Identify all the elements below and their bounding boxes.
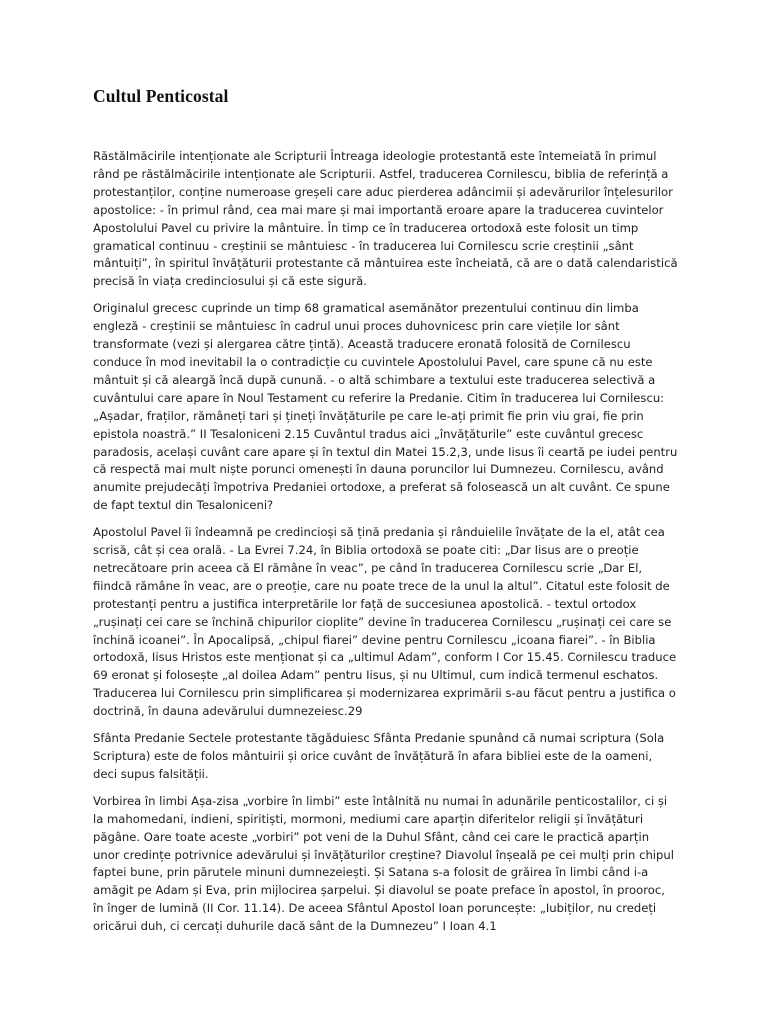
page-title: Cultul Penticostal bbox=[93, 86, 229, 106]
paragraph-rastalmaciri: Răstălmăcirile intenționate ale Scripturii Întreaga ideologie protestantă este întemeiată în primul rând pe răstălmăcirile intenționate ale Scripturii. Astfel, traducerea Cornilescu, biblia de referință a protestanților, conține numeroase greșeli care aduc pierderea adâncimii și adevărurilor înțelesurilor apostolice: - în primul rând, cea mai mare și mai importantă eroare apare la traducerea cuvintelor Apostolului Pavel cu privire la mântuire. În timp ce în traducerea ortodoxă este folosit un timp gramatical continuu - creștinii se mântuiesc - în traducerea lui Cornilescu scrie creștinii „sânt mântuiți”, în spiritul învățăturii protestante că mântuirea este încheiată, că are o dată calendaristică precisă în viața credinciosului și că este sigură. bbox=[93, 149, 678, 289]
paragraph-sfanta-predanie: Sfânta Predanie Sectele protestante tăgăduiesc Sfânta Predanie spunând că numai scriptura (Sola Scriptura) este de folos mântuirii și orice cuvânt de învățătură în afara bibliei este de la oameni, deci supus falsității. bbox=[93, 731, 665, 781]
paragraph-vorbirea-in-limbi: Vorbirea în limbi Așa-zisa „vorbire în limbi” este întâlnită nu numai în adunările penticostalilor, ci și la mahomedani, indieni, spiritiști, mormoni, mediumi care aparțin diferitelor religii și învățături păgâne. Oare toate aceste „vorbiri” pot veni de la Duhul Sfânt, când cei care le practică aparțin unor credințe potrivnice adevărului și învățăturilor creștine? Diavolul înșeală pe cei mulți prin chipul faptei bune, prin părutele minuni dumnezeiești. Și Satana s-a folosit de grăirea în limbi când i-a amăgit pe Adam și Eva, prin mijlocirea șarpelui. Și diavolul se poate preface în apostol, în prooroc, în înger de lumină (II Cor. 11.14). De aceea Sfântul Apostol Ioan poruncește: „Iubiților, nu credeți oricărui duh, ci cercați duhurile dacă sânt de la Dumnezeu” I Ioan 4.1 bbox=[93, 793, 674, 934]
paragraph-apostolul-pavel: Apostolul Pavel îi îndeamnă pe credincioși să țină predania și rânduielile învățate de la el, atât cea scrisă, cât și cea orală. - La Evrei 7.24, în Biblia ortodoxă se poate citi: „Dar Iisus are o preoție netrecătoare prin aceea că El rămâne în veac”, pe când în traducerea Cornilescu scrie „Dar El, fiindcă rămâne în veac, are o preoție, care nu poate trece de la unul la altul”. Citatul este folosit de protestanți pentru a justifica interpretările lor față de succesiunea apostolică. - textul ortodox „rușinați cei care se închină chipurilor cioplite” devine în traducerea Cornilescu „rușinați cei care se închină icoanei”. În Apocalipsă, „chipul fiarei” devine pentru Cornilescu „icoana fiarei”. - în Biblia ortodoxă, Iisus Hristos este menționat și ca „ultimul Adam”, conform I Cor 15.45. Cornilescu traduce 69 eronat și folosește „al doilea Adam” pentru Iisus, și nu Ultimul, cum indică termenul eschatos. Traducerea lui Cornilescu prin simplificarea și modernizarea exprimării s-au făcut pentru a justifica o doctrină, în dauna adevărului dumnezeiesc.29 bbox=[93, 525, 677, 719]
paragraph-originalul-grecesc: Originalul grecesc cuprinde un timp 68 gramatical asemănător prezentului continuu din limba engleză - creștinii se mântuiesc în cadrul unui proces duhovnicesc prin care viețile lor sânt transformate (vezi și alergarea către țintă). Această traducere eronată folosită de Cornilescu conduce în mod inevitabil la o contradicție cu cuvintele Apostolului Pavel, care spune că nu este mântuit și că aleargă încă după cunună. - o altă schimbare a textului este traducerea selectivă a cuvântului care apare în Noul Testament cu referire la Predanie. Citim în traducerea lui Cornilescu: „Așadar, fraților, rămâneți tari și țineți învățăturile pe care le-ați primit fie prin viu grai, fie prin epistola noastră.” II Tesaloniceni 2.15 Cuvântul tradus aici „învățăturile” este cuvântul grecesc paradosis, același cuvânt care apare și în textul din Matei 15.2,3, unde Iisus îi ceartă pe iudei pentru că respectă mai mult niște porunci omenești în dauna poruncilor lui Dumnezeu. Cornilescu, având anumite prejudecăți împotriva Predaniei ortodoxe, a preferat să folosească un alt cuvânt. Ce spune de fapt textul din Tesaloniceni? bbox=[93, 301, 678, 513]
document-body bbox=[93, 148, 678, 945]
